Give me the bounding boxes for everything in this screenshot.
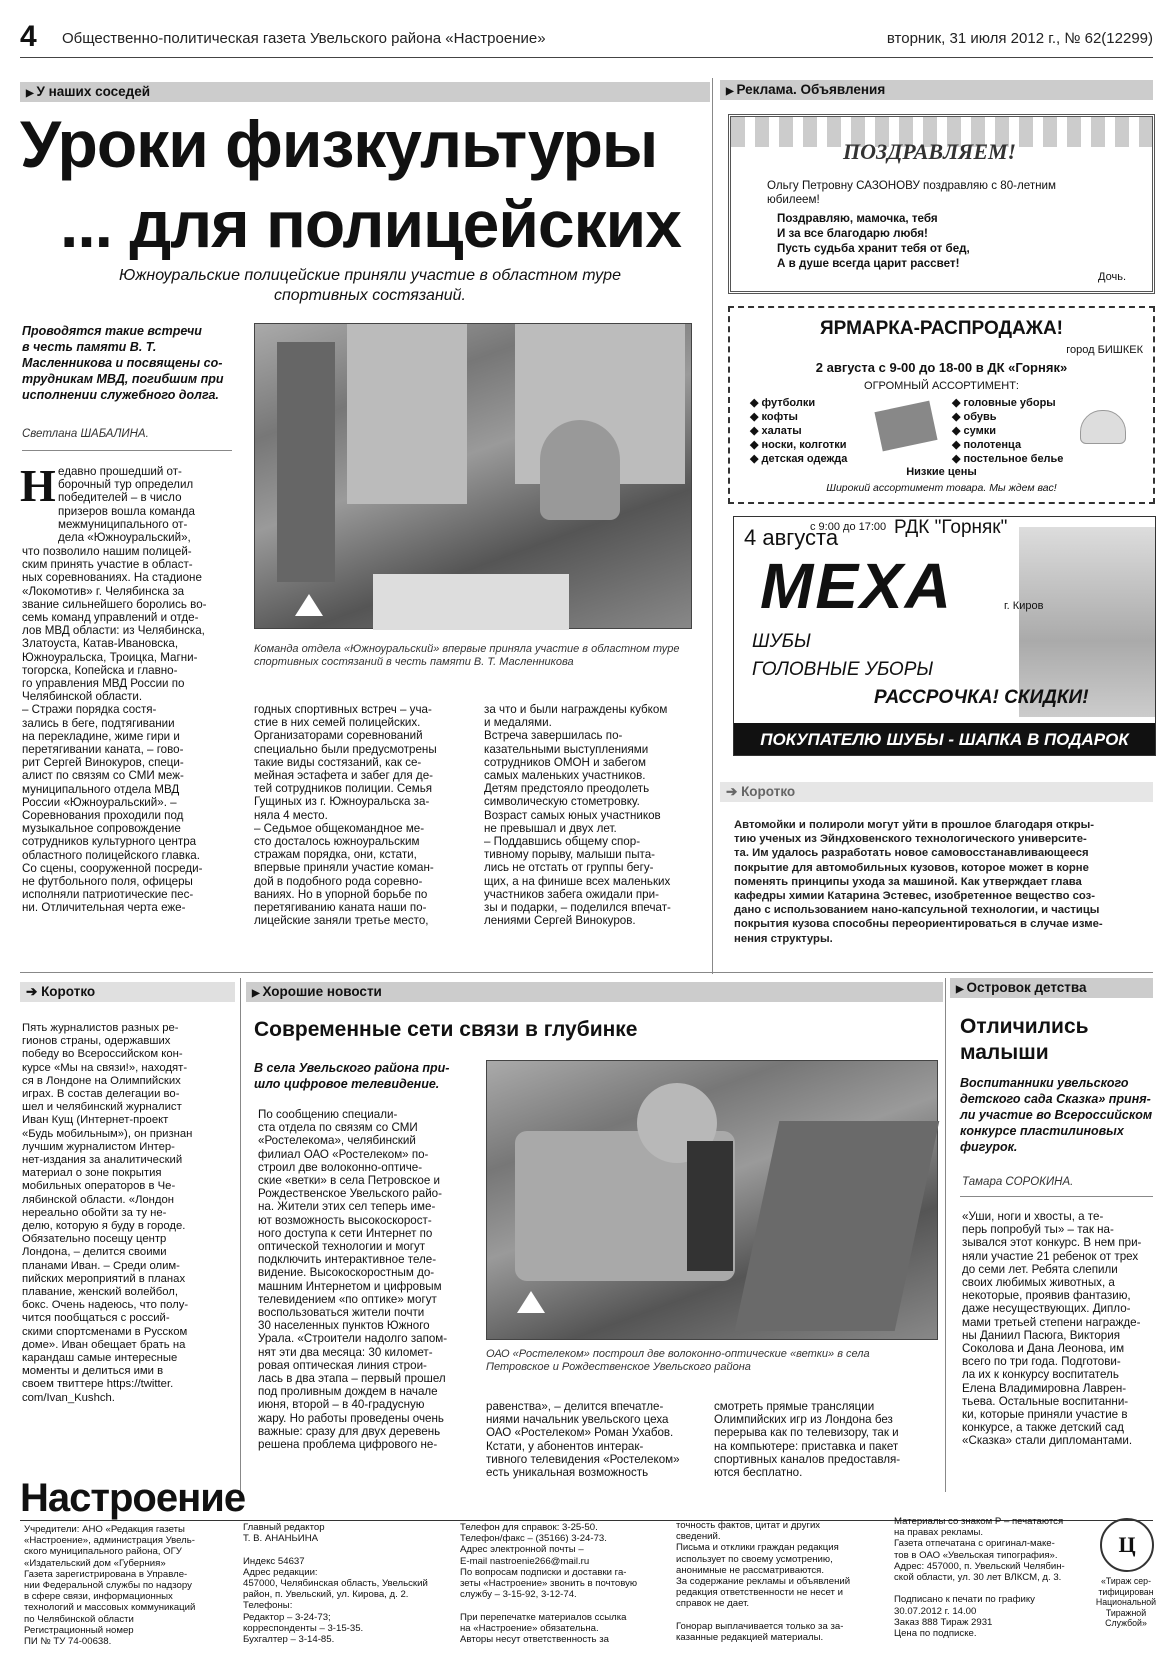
article-title-line1: Уроки физкультуры	[20, 107, 658, 181]
fur-time: с 9:00 до 17:00	[810, 521, 887, 533]
article-col3: за что и были награждены кубком и медалями. Встреча завершилась по- казательными выступлениями сотрудников ОМОН и забегом самых маленьких участников. Детям предстояло преодолеть символическую стометровку. Возраст самых юных участников не превышал и двух лет. – Поддавшись общему спор- тивному порыву, малыши пыта- лись не отстать от группы бегу- щих, а на финише всех маленьких участников забега ожидали при- зы и подарки, – поделился впечат- лениями Сергей Винокуров.	[484, 703, 671, 928]
footer-print-info: Материалы со знаком Р – печатаются на правах рекламы. Газета отпечатана с оригинал-маке- тов в ОАО «Увельская типография». Адрес: 457000, п. Увельский Челябин- ской области, ул. 30 лет ВЛКСМ, д. 3. Подписано к печати по графику 30.07.2012 г. 14.00 Заказ 888 Тираж 2931 Цена по подписке.	[894, 1516, 1065, 1640]
footer-stamp-note: «Тираж сер- тифицирован Национальной Тиражной Службой»	[1095, 1576, 1157, 1628]
article-col1-top: едавно прошедший от- борочный тур определил победителей – в число призеров вошла команда межмуниципального от- дела «Южноуральский»,	[58, 465, 196, 545]
rubric-ads: ▶ Реклама. Объявления	[720, 80, 1153, 100]
good-news-col2: равенства», – делится впечатле- ниями начальник увельского цеха ОАО «Ростелеком» Роман Ухабов. Кстати, у абонентов интерак- тивного телевидения «Ростелеком» есть уникальная возможность	[486, 1400, 680, 1480]
brief-left-text: Пять журналистов разных ре- гионов страны, одержавших победу во Всероссийском кон- курсе «Мы на связи!», находят- ся в Лондоне на Олимпийских играх. В состав делегации во- шел и челябинский журналист Иван Кущ (Интернет-проект «Будь мобильным»), он признан лучшим журналистом Интер- нет-издания за аналитический материал о зоне покрытия мобильных операторов в Че- лябинской области. «Лондон нереально обойти за ту не- делю, которую я буду в городе. Обязательно посещу центр Лондона, – делится своими планами Иван. – Среди олим- пийских мероприятий в планах плавание, женский волейбол, бокс. Очень надеюсь, что полу- чится пообщаться с россий- скими спортсменами в Русском доме». Иван обещает брать на карандаш самые интересные моменты и делиться ими в своем твиттере https://twitter. com/Ivan_Kushch.	[22, 1022, 193, 1404]
good-news-col3: смотреть прямые трансляции Олимпийских игр из Лондона без перерыва как по телевизору, так и на компьютере: приставка и пакет спортивных каналов предоставля- ются бесплатно.	[714, 1400, 901, 1480]
fair-ad	[728, 306, 1155, 504]
article-dropcap: Н	[20, 460, 56, 511]
good-news-lead: В села Увельского района при- шло цифровое телевидение.	[254, 1061, 450, 1091]
good-news-title: Современные сети связи в глубинке	[254, 1018, 638, 1041]
cable-works-photo	[486, 1060, 938, 1340]
fur-ad	[733, 516, 1156, 756]
fair-assortment: ОГРОМНЫЙ АССОРТИМЕНТ:	[864, 380, 1019, 392]
rubric-brief-right: ➔ Коротко	[720, 782, 1153, 802]
rubric-good-news: ▶ Хорошие новости	[246, 982, 943, 1002]
fair-footer: Широкий ассортимент товара. Мы ждем вас!	[826, 482, 1057, 494]
police-photo-caption: Команда отдела «Южноуральский» впервые приняла участие в областном туре спортивных состязаний в честь памяти В. Т. Масленникова	[254, 643, 680, 668]
fur-line2: ГОЛОВНЫЕ УБОРЫ	[752, 659, 934, 680]
newspaper-logo: Настроение	[20, 1476, 246, 1520]
footer-contacts: Телефон для справок: 3-25-50. Телефон/факс – (35166) 3-24-73. Адрес электронной почты – E-mail nastroenie266@mail.ru По вопросам подписки и доставки га- зеты «Настроение» звонить в почтовую службу – 3-15-92, 3-12-74. При перепечатке материалов ссылка на «Настроение» обязательна. Авторы несут ответственность за	[460, 1522, 638, 1646]
publication-title: Общественно-политическая газета Увельского района «Настроение»	[62, 30, 546, 47]
fur-line3: РАССРОЧКА! СКИДКИ!	[874, 687, 1089, 708]
kids-author: Тамара СОРОКИНА.	[962, 1176, 1074, 1188]
article-author: Светлана ШАБАЛИНА.	[22, 428, 149, 440]
fur-title: МЕХА	[760, 550, 953, 622]
article-lead: Проводятся такие встречи в честь памяти В. Т. Масленникова и посвящены со- трудникам МВД, погибшим при исполнении служебного долга.	[22, 324, 224, 402]
congrats-title: ПОЗДРАВЛЯЕМ!	[843, 139, 1017, 164]
congrats-signature: Дочь.	[1098, 271, 1126, 283]
rubric-brief-left: ➔ Коротко	[20, 982, 235, 1002]
issue-date: вторник, 31 июля 2012 г., № 62(12299)	[886, 30, 1153, 47]
rubric-neighbors: ▶ У наших соседей	[20, 82, 710, 102]
cap-image	[1080, 410, 1126, 444]
cable-photo-caption: ОАО «Ростелеком» построил две волоконно-оптические «ветки» в села Петровское и Рождественское Увельского района	[486, 1348, 870, 1373]
kids-text: «Уши, ноги и хвосты, а те- перь попробуй ты» – так на- зывался этот конкурс. В нем при- няли участие 21 ребенок от трех до семи лет. Ребята слепили своих любимых животных, а некоторые, проявив фантазию, даже несуществующих. Дипло- мами третьей степени награжде- ны Даниил Пасюга, Виктория Соколова и Дана Леонова, им всего по три года. Подготови- ла их к конкурсу воспитатель Елена Владимировна Лаврен- тьева. Остальные воспитанни- ки, которые приняли участие в конкурсе, а также детский сад «Сказка» стали дипломантами.	[962, 1210, 1142, 1448]
clothes-image	[874, 401, 937, 452]
congrats-text: Ольгу Петровну САЗОНОВУ поздравляю с 80-летним юбилеем!	[767, 179, 1056, 206]
footer-policy: точность фактов, цитат и других сведений. Письма и отклики граждан редакция использует по своему усмотрению, анонимные не рассматриваются. За содержание рекламы и объявлений редакция ответственности не несет и справок не дает. Гонорар выплачивается только за за- казанные редакцией материалы.	[676, 1520, 851, 1644]
fair-date: 2 августа с 9-00 до 18-00 в ДК «Горняк»	[815, 360, 1068, 375]
article-subtitle: Южноуральские полицейские приняли участие в областном туре спортивных состязаний.	[119, 267, 621, 304]
rubric-kids: ▶ Островок детства	[950, 978, 1153, 998]
good-news-col1: По сообщению специали- ста отдела по связям со СМИ «Ростелекома», челябинский филиал ОАО «Ростелеком» по- строил две волоконно-оптиче- ские «ветки» в села Петровское и Рождественское Увельского райо- на. Жители этих сел теперь име- ют возможность высокоскорост- ного доступа к сети Интернет по оптической технологии и могут подключить интерактивное теле- видение. Высокоскоростным до- машним Интернетом и цифровым телевидением «по оптике» могут воспользоваться жители почти 30 населенных пунктов Южного Урала. «Строители надолго запом- нят эти два месяца: 30 километ- ровая оптическая линия строи- лась в два этапа – первый прошел под проливным дождем в начале июня, второй – в 40-градусную жару. Но работы проведены очень важные: сразу для двух деревень решена проблема цифрового не-	[258, 1108, 448, 1452]
footer-editor: Главный редактор Т. В. АНАНЬИНА Индекс 54637 Адрес редакции: 457000, Челябинская область, Увельский район, п. Увельский, ул. Кирова, д. 2. Телефоны: Редактор – 3-24-73; корреспонденты – 3-15-35. Бухгалтер – 3-14-85.	[243, 1522, 428, 1646]
article-col2: годных спортивных встреч – уча- стие в них семей полицейских. Организаторами соревнований специально были предусмотрены такие виды состязаний, как се- мейная эстафета и забег для де- тей сотрудников полиции. Семья Гущиных из г. Южноуральска за- няла 4 место. – Седьмое общекомандное ме- сто досталось южноуральским стражам порядка, они, кстати, впервые приняли участие коман- дой в подобного рода соревно- ваниях. Но в упорной борьбе по перетягиванию каната наши по- лицейские заняли третье место,	[254, 703, 437, 928]
fur-banner: ПОКУПАТЕЛЮ ШУБЫ - ШАПКА В ПОДАРОК	[734, 723, 1155, 756]
article-title-line2: ... для полицейских	[60, 187, 681, 261]
fair-items-right: ◆ головные уборы ◆ обувь ◆ сумки ◆ полотенца ◆ постельное белье	[952, 397, 1064, 465]
fair-title: ЯРМАРКА-РАСПРОДАЖА!	[819, 318, 1063, 339]
fur-place: РДК "Горняк"	[894, 517, 1008, 538]
fair-items-left: ◆ футболки ◆ кофты ◆ халаты ◆ носки, колготки ◆ детская одежда	[750, 397, 848, 465]
congrats-poem: Поздравляю, мамочка, тебя И за все благодарю любя! Пусть судьба хранит тебя от бед, А в душе всегда царит рассвет!	[777, 212, 970, 270]
kids-title: Отличились малыши	[960, 1015, 1089, 1064]
fair-prices: Низкие цены	[906, 466, 977, 478]
fur-line1: ШУБЫ	[752, 631, 811, 652]
brief-right-text: Автомойки и полироли могут уйти в прошлое благодаря откры- тию ученых из Эйндховенского технологического университе- та. Им удалось разработать новое самовосстанавливающееся покрытие для автомобильных кузовов, которое может в корне поменять принципы ухода за машиной. Как утверждает глава кафедры химии Катарина Эстевес, изобретенное вещество соз- дано с использованием нано-капсульной технологии, и частицы покрытия кузова способны переориентироваться в случае изме- нения структуры.	[734, 819, 1103, 945]
footer-founders: Учредители: АНО «Редакция газеты «Настроение», администрация Увель- ского муниципального района, ОГУ «Издательский дом «Губерния» Газета зарегистрирована в Управле- нии Федеральной службы по надзору в сфере связи, информационных технологий и массовых коммуникаций по Челябинской области Регистрационный номер ПИ № ТУ 74-00638.	[24, 1524, 196, 1648]
circulation-seal-icon: Ц	[1100, 1518, 1154, 1572]
fur-date: 4 августа	[744, 525, 839, 550]
page-number: 4	[20, 20, 37, 53]
congrats-ad	[728, 114, 1155, 294]
fair-city: город БИШКЕК	[1066, 344, 1143, 356]
police-team-photo	[254, 323, 692, 629]
kids-lead: Воспитанники увельского детского сада Сказка» приня- ли участие во Всероссийском конкурсе пластилиновых фигурок.	[960, 1076, 1153, 1154]
article-col1: что позволило нашим полицей- ским принять участие в област- ных соревнованиях. На стадионе «Локомотив» г. Челябинска за звание сильнейшего боролись во- семь команд управлений и отде- лов МВД области: из Челябинска, Златоуста, Катав-Ивановска, Южноуральска, Троицка, Магни- тогорска, Копейска и главно- го управления МВД России по Челябинской области. – Стражи порядка состя- зались в беге, подтягивании на перекладине, жиме гири и перетягивании каната, – гово- рит Сергей Винокуров, специ- алист по связям со СМИ меж- муниципального отдела МВД России «Южноуральский». – Соревнования проходили под музыкальное сопровождение сотрудников культурного центра областного полицейского главка. Со сцены, сооруженной посреди- не футбольного поля, офицеры исполняли патриотические пес- ни. Отличительная черта еже-	[22, 545, 207, 915]
page-header	[20, 14, 1153, 58]
fur-city: г. Киров	[1004, 600, 1044, 612]
